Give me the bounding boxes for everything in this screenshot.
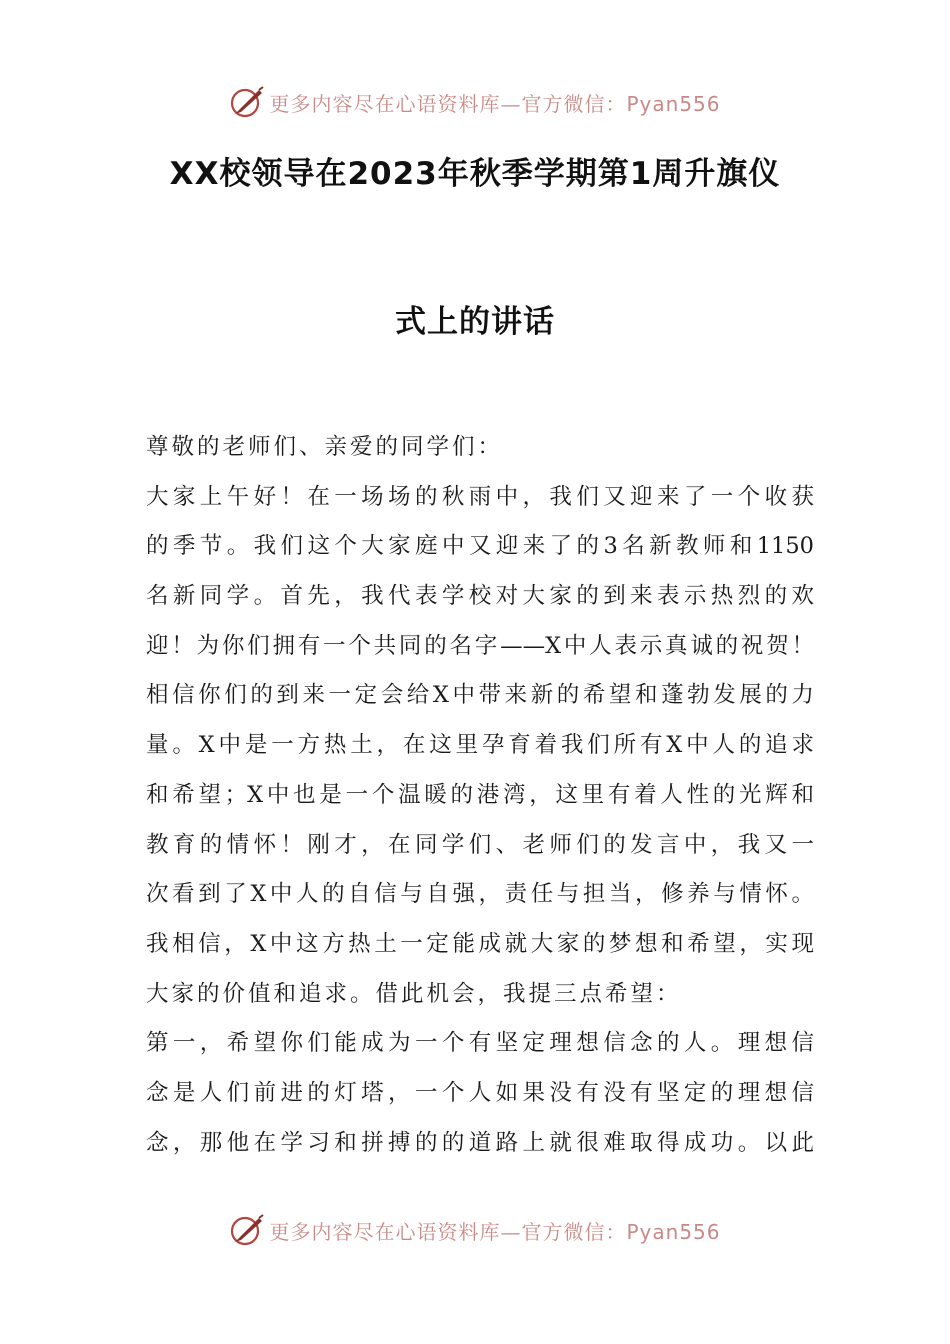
footer-watermark-banner [0, 1210, 950, 1250]
body-line: 名新同学。首先，我代表学校对大家的到来表示热烈的欢 [146, 583, 814, 610]
quill-in-circle-icon [229, 84, 265, 120]
document-title-line-1: XX校领导在2023年秋季学期第1周升旗仪 [169, 156, 781, 192]
body-line: 第一，希望你们能成为一个有坚定理想信念的人。理想信 [146, 1030, 814, 1057]
body-line: 的季节。我们这个大家庭中又迎来了的3名新教师和1150 [146, 533, 814, 560]
body-line: 迎！为你们拥有一个共同的名字——X中人表示真诚的祝贺！ [146, 632, 814, 659]
body-line: 次看到了X中人的自信与自强，责任与担当，修养与情怀。 [146, 881, 814, 908]
body-line: 念是人们前进的灯塔，一个人如果没有没有坚定的理想信 [146, 1079, 814, 1106]
wechat-id: Pyan556 [626, 91, 721, 116]
watermark-text: 更多内容尽在心语资料库—官方微信：Pyan556 [269, 91, 721, 116]
body-line: 大家上午好！在一场场的秋雨中，我们又迎来了一个收获 [146, 483, 814, 510]
body-line: 量。X中是一方热土，在这里孕育着我们所有X中人的追求 [146, 732, 814, 759]
watermark-text: 更多内容尽在心语资料库—官方微信：Pyan556 [269, 1219, 721, 1244]
body-line: 大家的价值和追求。借此机会，我提三点希望： [146, 980, 682, 1007]
body-line: 相信你们的到来一定会给X中带来新的希望和蓬勃发展的力 [146, 682, 814, 709]
body-line: 教育的情怀！刚才，在同学们、老师们的发言中，我又一 [146, 831, 814, 858]
body-line: 念，那他在学习和拼搏的的道路上就很难取得成功。以此 [146, 1129, 814, 1156]
body-line: 和希望；X中也是一个温暖的港湾，这里有着人性的光辉和 [146, 781, 814, 808]
wechat-id: Pyan556 [626, 1219, 721, 1244]
body-line: 我相信，X中这方热土一定能成就大家的梦想和希望，实现 [146, 930, 814, 957]
document-title-line-2: 式上的讲话 [395, 304, 555, 340]
quill-in-circle-icon [229, 1212, 265, 1248]
salutation: 尊敬的老师们、亲爱的同学们： [146, 434, 504, 460]
speech-body [146, 432, 814, 1177]
header-watermark-banner [0, 82, 950, 122]
